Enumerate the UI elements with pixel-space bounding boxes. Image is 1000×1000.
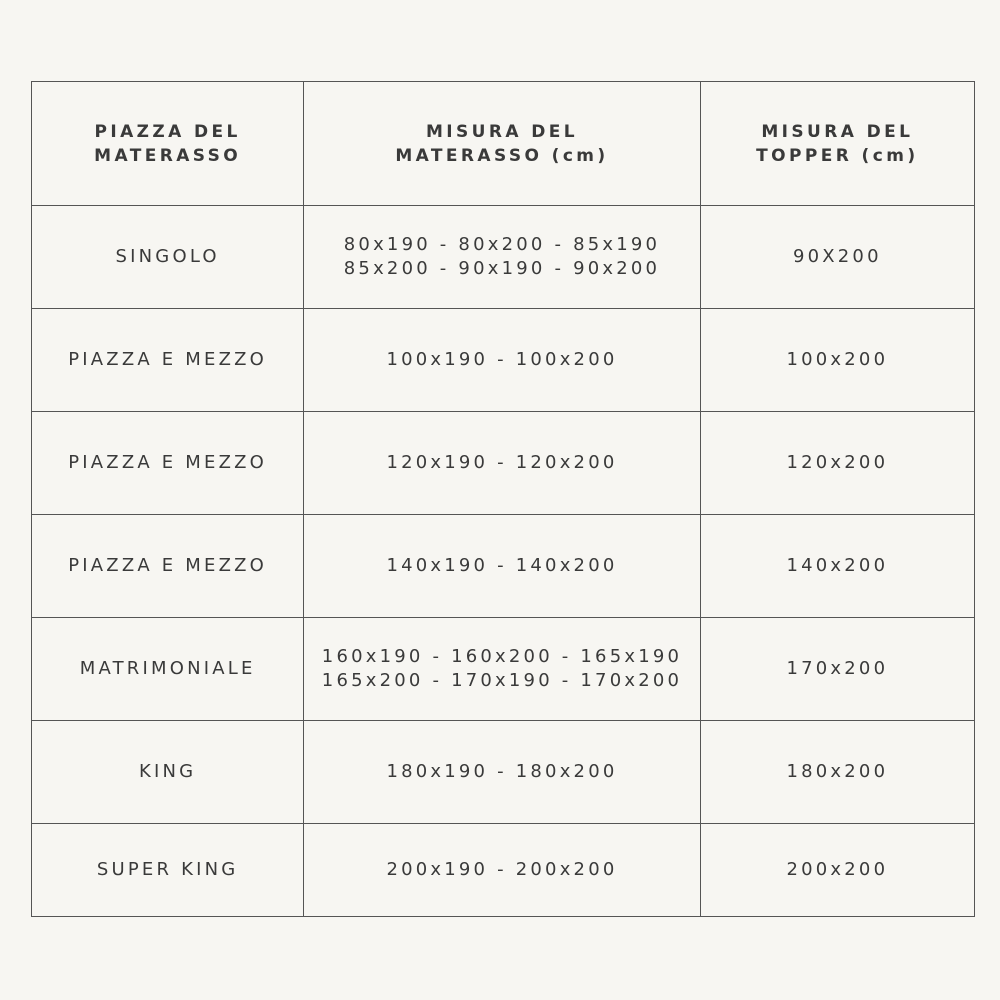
cell-mattress-size <box>304 412 700 515</box>
table-row <box>32 721 975 824</box>
table-row <box>32 412 975 515</box>
mattress-size-line2: 165x200 - 170x190 - 170x200 <box>321 670 683 691</box>
cell-mattress-size <box>304 206 700 309</box>
mattress-size-line1: 180x190 - 180x200 <box>386 761 618 782</box>
header-row <box>32 82 975 206</box>
cell-topper-size: 90X200 <box>700 206 974 309</box>
mattress-size-line1: 200x190 - 200x200 <box>386 859 618 880</box>
cell-piazza: SUPER KING <box>32 824 304 917</box>
cell-mattress-size <box>304 618 700 721</box>
header-topper-line2: TOPPER (cm) <box>756 145 919 166</box>
cell-topper-size: 140x200 <box>700 515 974 618</box>
table-row <box>32 206 975 309</box>
table-row <box>32 618 975 721</box>
cell-topper-size: 180x200 <box>700 721 974 824</box>
mattress-size-line1: 100x190 - 100x200 <box>386 349 618 370</box>
cell-mattress-size <box>304 515 700 618</box>
table-row <box>32 515 975 618</box>
header-mattress-line1: MISURA DEL <box>425 121 578 142</box>
cell-piazza: PIAZZA E MEZZO <box>32 515 304 618</box>
cell-topper-size: 200x200 <box>700 824 974 917</box>
cell-piazza: PIAZZA E MEZZO <box>32 412 304 515</box>
cell-mattress-size <box>304 309 700 412</box>
header-mattress-line2: MATERASSO (cm) <box>395 145 609 166</box>
table-row <box>32 824 975 917</box>
mattress-size-line1: 80x190 - 80x200 - 85x190 <box>343 234 661 255</box>
mattress-size-line1: 140x190 - 140x200 <box>386 555 618 576</box>
cell-topper-size: 100x200 <box>700 309 974 412</box>
cell-topper-size: 120x200 <box>700 412 974 515</box>
header-topper-line1: MISURA DEL <box>761 121 914 142</box>
header-piazza <box>32 82 304 206</box>
header-piazza-line2: MATERASSO <box>94 145 242 166</box>
cell-piazza: SINGOLO <box>32 206 304 309</box>
header-piazza-line1: PIAZZA DEL <box>94 121 241 142</box>
mattress-size-line2: 85x200 - 90x190 - 90x200 <box>343 258 661 279</box>
size-table <box>31 81 975 917</box>
cell-mattress-size <box>304 824 700 917</box>
table-row <box>32 309 975 412</box>
cell-topper-size: 170x200 <box>700 618 974 721</box>
header-topper-size <box>700 82 974 206</box>
cell-piazza: KING <box>32 721 304 824</box>
mattress-size-line1: 120x190 - 120x200 <box>386 452 618 473</box>
cell-piazza: MATRIMONIALE <box>32 618 304 721</box>
cell-mattress-size <box>304 721 700 824</box>
header-mattress-size <box>304 82 700 206</box>
cell-piazza: PIAZZA E MEZZO <box>32 309 304 412</box>
mattress-size-line1: 160x190 - 160x200 - 165x190 <box>321 646 683 667</box>
